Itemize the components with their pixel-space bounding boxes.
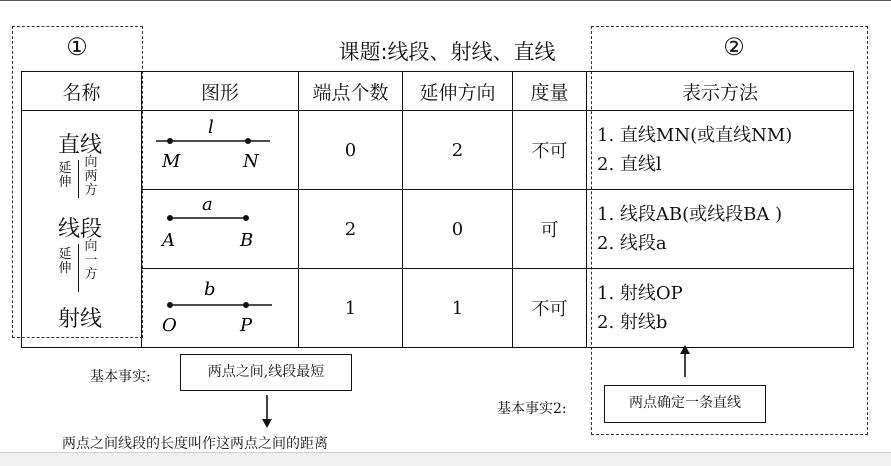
names-cell: [22, 111, 142, 348]
point-dot: [167, 138, 173, 144]
extend-label-2: 延伸: [58, 246, 72, 276]
bottom-band: [0, 452, 891, 466]
circle-number-one: ①: [66, 33, 88, 61]
up-arrow-icon: [675, 344, 695, 378]
notation-cell: [587, 269, 854, 348]
top-rule: [0, 0, 891, 1]
figure-name-label: a: [202, 194, 213, 215]
fact2-label: 基本事实2:: [497, 401, 567, 417]
comparison-table: [21, 71, 854, 348]
point-label-left: A: [162, 230, 175, 251]
figure-ray-cell: [142, 269, 299, 348]
name-line: 直线: [58, 132, 103, 158]
fact1-box: 两点之间,线段最短: [180, 354, 352, 391]
fact2-box: 两点确定一条直线: [604, 385, 766, 423]
notation-item: 1. 直线MN(或直线NM): [597, 125, 793, 146]
figure-segment-cell: [142, 190, 299, 269]
point-dot: [243, 215, 249, 221]
line-figure: [142, 111, 298, 184]
name-ray: 射线: [58, 306, 103, 332]
table-row: [22, 269, 854, 348]
table-row: [22, 190, 854, 269]
extend-arrow-line-1: [78, 160, 79, 198]
header-name: 名称: [22, 72, 142, 111]
point-label-left: M: [162, 151, 181, 172]
directions-cell: 0: [403, 190, 513, 269]
ray-figure: [142, 269, 298, 342]
point-dot: [167, 215, 173, 221]
extend-label-1: 延伸: [58, 160, 72, 190]
header-figure: 图形: [142, 72, 299, 111]
notation-item: 1. 射线OP: [597, 283, 683, 304]
point-dot: [167, 302, 173, 308]
header-notation: 表示方法: [587, 72, 854, 111]
point-label-right: P: [240, 315, 253, 336]
point-label-right: N: [243, 151, 259, 172]
fact1-label: 基本事实:: [90, 369, 151, 385]
header-endpoints: 端点个数: [299, 72, 403, 111]
notation-item: 2. 射线b: [597, 312, 668, 333]
directions-cell: 2: [403, 111, 513, 190]
notation-item: 2. 直线l: [597, 154, 662, 175]
notation-cell: [587, 190, 854, 269]
extend-direction-2: 向一方: [84, 238, 98, 282]
segment-figure: [142, 190, 298, 263]
measure-cell: 不可: [513, 269, 587, 348]
page-title: 课题:线段、射线、直线: [338, 40, 556, 64]
figure-line-cell: [142, 111, 299, 190]
notation-item: 1. 线段AB(或线段BA ): [597, 204, 783, 225]
figure-name-label: l: [208, 117, 214, 138]
point-label-right: B: [240, 230, 254, 251]
fact1-note: 两点之间线段的长度叫作这两点之间的距离: [62, 436, 328, 452]
extend-direction-1: 向两方: [84, 154, 98, 198]
header-measure: 度量: [513, 72, 587, 111]
notation-item: 2. 线段a: [597, 233, 667, 254]
header-direction: 延伸方向: [403, 72, 513, 111]
endpoints-cell: 2: [299, 190, 403, 269]
notation-cell: [587, 111, 854, 190]
point-label-left: O: [162, 315, 177, 336]
extend-arrow-line-2: [78, 244, 79, 292]
point-dot: [243, 302, 249, 308]
figure-name-label: b: [204, 279, 216, 300]
name-segment: 线段: [58, 216, 103, 242]
table-row: [22, 111, 854, 190]
point-dot: [245, 138, 251, 144]
measure-cell: 可: [513, 190, 587, 269]
circle-number-two: ②: [723, 33, 745, 61]
table-header-row: [22, 72, 854, 111]
endpoints-cell: 1: [299, 269, 403, 348]
down-arrow-icon: [257, 393, 277, 431]
directions-cell: 1: [403, 269, 513, 348]
endpoints-cell: 0: [299, 111, 403, 190]
measure-cell: 不可: [513, 111, 587, 190]
